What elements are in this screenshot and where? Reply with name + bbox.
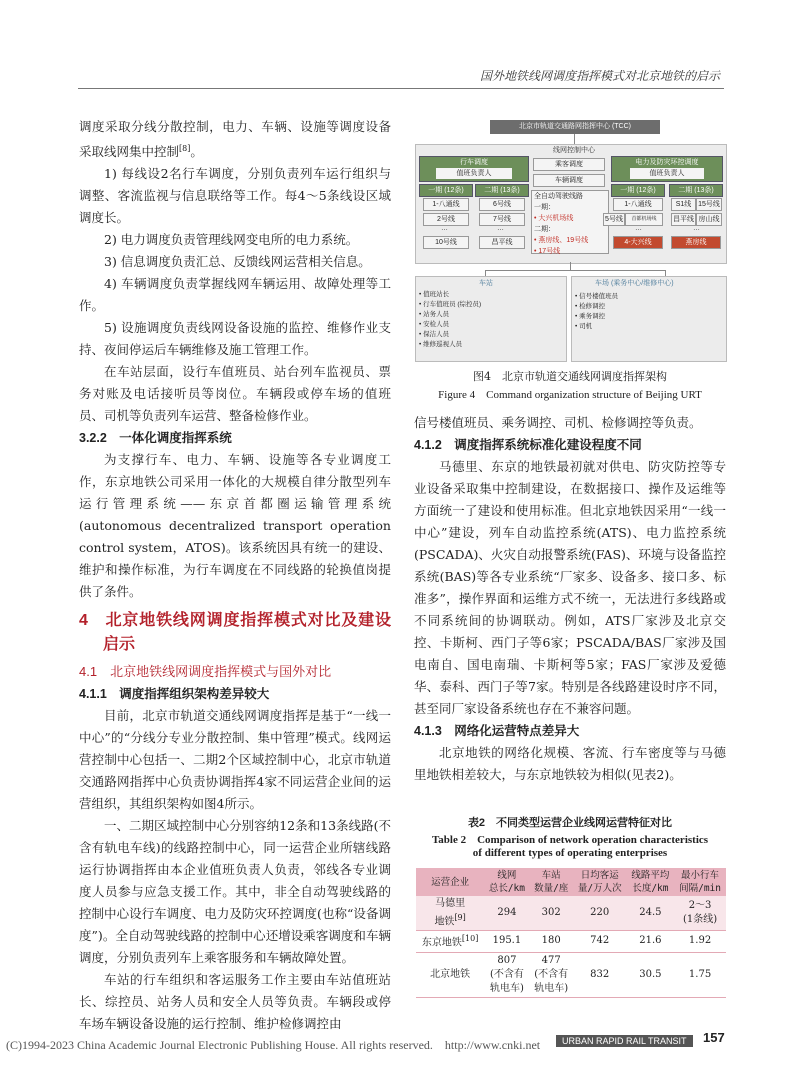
phase1-label: 一期 (12条)	[611, 184, 665, 197]
table-cell: 2～3 (1条线)	[682, 900, 718, 926]
tcc-box: 北京市轨道交通路网指挥中心 (TCC)	[490, 120, 660, 134]
vehicle-dispatch: 车辆调度	[533, 174, 605, 187]
line-box: 1-八通线	[423, 198, 469, 211]
section-heading: 4.1.3 网络化运营特点差异大	[414, 724, 580, 738]
line-box: 昌平线	[479, 236, 525, 249]
list-item: • 值班站长	[419, 291, 450, 298]
line-box: 6号线	[479, 198, 525, 211]
list-item: 4) 车辆调度负责掌握线网车辆运用、故障处理等工作。	[79, 276, 391, 314]
list-item: • 行车值班员 (综控员)	[419, 301, 482, 308]
column-header: 最小行车 间隔/min	[674, 868, 726, 896]
table-cell: 220	[590, 907, 610, 919]
table-cell: 马德里 地铁[9]	[434, 898, 466, 928]
center-label: 线网控制中心	[553, 147, 595, 154]
column-header: 车站 数量/座	[530, 868, 573, 896]
power-dispatch: 电力及防灾环控调度 值班负责人	[611, 156, 723, 182]
passenger-dispatch: 乘客调度	[533, 158, 605, 171]
table-row	[416, 952, 726, 997]
line-box: 7号线	[479, 213, 525, 226]
table-cell: 302	[541, 907, 561, 919]
phase2-label: 二期 (13条)	[669, 184, 723, 197]
table-cell: 807 (不含有 轨电车)	[489, 954, 524, 994]
table-cell: 北京地铁	[430, 968, 471, 980]
line-box: 5号线	[603, 213, 625, 226]
running-title: 国外地铁线网调度指挥模式对北京地铁的启示	[479, 69, 720, 83]
paragraph: 调度采取分线分散控制，电力、车辆、设施等调度设备采取线网集中控制[8]。	[79, 119, 391, 160]
line-box: 2号线	[423, 213, 469, 226]
paragraph: 马德里、东京的地铁最初就对供电、防灾防控等专业设备采取集中控制建设，在数据接口、操作及运维等方面统一了建设和使用标准。但北京地铁因采用“一线一中心”建设，列车自动监控系统(ATS)、电力监控系统(PSCADA)、火灾自动报警系统(FAS)、环境与设备监控系统(BAS)等各专业系统“厂家多、设备多、接口多、标准多”，操作界面和运维方式不统一，无法进行多线路或不同系统间的协调联动。例如，ATS厂家涉及北京交控、卡斯柯、西门子等6家；PSCADA/BAS厂家涉及国电南自、国电南瑞、卡斯柯等5家；FAS厂家涉及爱德华、泰科、西门子等7家。特别是各线路建设时序不同，甚至同厂家设备系统也存在不兼容问题。	[414, 459, 726, 716]
depot-title: 车场 (乘务中心/维修中心)	[595, 280, 674, 287]
table-row	[416, 896, 726, 931]
table-cell: 832	[590, 968, 610, 980]
table-caption-en-2: of different types of operating enterprises	[472, 847, 668, 859]
table-cell: 477 (不含有 轨电车)	[534, 954, 569, 994]
table-cell: 294	[497, 907, 517, 919]
column-header: 运营企业	[416, 868, 484, 896]
table-cell: 180	[541, 935, 561, 947]
list-item: • 检修调控	[575, 303, 606, 310]
section-heading: 4 北京地铁线网调度指挥模式对比及建设启示	[79, 612, 391, 654]
section-heading: 3.2.2 一体化调度指挥系统	[79, 431, 232, 446]
table-cell: 东京地铁[10]	[421, 934, 479, 949]
depot-list	[575, 292, 618, 332]
right-column	[414, 412, 726, 786]
list-item: 2) 电力调度负责管理线网变电所的电力系统。	[104, 232, 359, 248]
left-column	[79, 116, 391, 1035]
table-cell: 30.5	[639, 968, 662, 980]
table-cell: 21.6	[639, 935, 662, 947]
paragraph: 为支撑行车、电力、车辆、设施等各专业调度工作，东京地铁公司采用一体化的大规模自律分散型列车运行管理系统——东京首都圈运输管理系统(autonomous decentralized transport operation control system，ATOS)。该系统因具有统一的建设、维护和操作标准，为行车调度在不同线路的轮换值岗提供了条件。	[79, 452, 391, 600]
figure-4: 北京市轨道交通路网指挥中心 (TCC) 线网控制中心 行车调度 值班负责人 一期 (12条) 二期 (13条) 1-八通线 2号线 … 10号线 6号线 7号线 … 昌平线 乘客调度 车辆调度 全自动驾驶线路 一期： • 大兴机场线 二期： • 燕房线、19号线 • 17号线 电力及防灾环控调度 值班负责人 一期 (12条) 二期 (13条) 1-八通线 S1线 15号线 5号线 首都机场线 昌平线 房山线 … … 4-大兴线 燕房线 车站 • 值班站长 • 行车值班员 (综控员) • 站务人员 • 安检人员 • 保洁人员 • 维修巡视人员 车场 (乘务中心/维修中心) • 信号楼值班员 • 检修调控 • 乘务调控 • 司机	[415, 112, 725, 362]
column-header: 线路平均 长度/km	[627, 868, 674, 896]
paragraph: 目前，北京市轨道交通线网调度指挥是基于“一线一中心”的“分线分专业分散控制、集中管理”模式。线网运营控制中心包括一、二期2个区域控制中心，北京市轨道交通路网指挥中心负责协调指挥4家不同运营企业间的运营组织，其组织架构如图4所示。	[79, 708, 391, 812]
list-item: • 司机	[575, 323, 593, 330]
list-item: • 乘务调控	[575, 313, 606, 320]
list-item: 1) 每线设2名行车调度，分别负责列车运行组织与调整、客流监视与信息联络等工作。每4～5条线设区域调度长。	[79, 166, 391, 226]
station-list	[419, 290, 481, 350]
station-title: 车站	[479, 280, 493, 287]
list-item: • 站务人员	[419, 311, 450, 318]
table-row	[416, 931, 726, 952]
paragraph: 车站的行车组织和客运服务工作主要由车站值班站长、综控员、站务人员和安全人员等负责。车辆段或停车场车辆设备设施的运行控制、维护检修调控由	[79, 972, 391, 1032]
line-box: 4-大兴线	[613, 236, 663, 249]
page-number: 157	[703, 1030, 725, 1045]
line-box: 燕房线	[671, 236, 721, 249]
list-item: 3) 信息调度负责汇总、反馈线网运营相关信息。	[104, 254, 371, 270]
table-cell: 1.75	[688, 968, 712, 980]
line-box: 15号线	[696, 198, 722, 211]
list-item: • 信号楼值班员	[575, 293, 619, 300]
list-item: 5) 设施调度负责线网设备设施的监控、维修作业支持、夜间停运后车辆维修及施工管理工作。	[79, 320, 391, 358]
line-box: 10号线	[423, 236, 469, 249]
paragraph: 北京地铁的网络化规模、客流、行车密度等与马德里地铁相差较大，与东京地铁较为相似(见表2)。	[414, 745, 726, 782]
line-box: 房山线	[696, 213, 722, 226]
figure-caption-cn: 图4 北京市轨道交通线网调度指挥架构	[473, 370, 667, 383]
comparison-table	[416, 868, 726, 998]
header-rule	[78, 88, 724, 89]
table-caption-cn: 表2 不同类型运营企业线网运营特征对比	[467, 817, 673, 829]
paragraph: 一、二期区域控制中心分别容纳12条和13条线路(不含有轨电车线)的线路控制中心，同一运营企业所辖线路运行协调指挥由本企业值班负责人负责，邻线各专业调度人员参与应急支援工作。其中，非全自动驾驶线路的控制中心设行车调度、电力及防灾环控调度(也称“设备调度”)。全自动驾驶线路的控制中心还增设乘客调度和车辆调度，分别负责列车上乘客服务和车辆故障处置。	[79, 818, 391, 966]
list-item: • 安检人员	[419, 321, 450, 328]
figure-caption-en: Figure 4 Command organization structure of Beijing URT	[438, 389, 702, 401]
line-box: 首都机场线	[625, 213, 663, 226]
section-heading: 4.1 北京地铁线网调度指挥模式与国外对比	[79, 664, 332, 680]
table-cell: 24.5	[639, 907, 662, 919]
line-box: 1-八通线	[613, 198, 663, 211]
table-cell: 742	[590, 935, 610, 947]
column-header: 线网 总长/km	[484, 868, 529, 896]
list-item: • 保洁人员	[419, 331, 450, 338]
line-box: S1线	[671, 198, 696, 211]
phase1-label: 一期 (12条)	[419, 184, 473, 197]
paragraph: 在车站层面，设行车值班员、站台列车监视员、票务对账及电话接听员等岗位。车辆段或停车场的值班员、司机等负责列车运营、整备检修作业。	[79, 364, 391, 424]
auto-lines-box: 全自动驾驶线路 一期： • 大兴机场线 二期： • 燕房线、19号线 • 17号线	[531, 190, 609, 254]
section-heading: 4.1.2 调度指挥系统标准化建设程度不同	[414, 438, 642, 452]
line-box: 昌平线	[671, 213, 696, 226]
copyright-footer: (C)1994-2023 China Academic Journal Electronic Publishing House. All rights reserved. http://www.cnki.net	[6, 1038, 541, 1052]
section-heading: 4.1.1 调度指挥组织架构差异较大	[79, 687, 270, 702]
list-item: • 维修巡视人员	[419, 341, 463, 348]
paragraph: 信号楼值班员、乘务调控、司机、检修调控等负责。	[414, 415, 702, 430]
table-cell: 1.92	[688, 935, 712, 947]
phase2-label: 二期 (13条)	[475, 184, 529, 197]
column-header: 日均客运 量/万人次	[573, 868, 627, 896]
table-cell: 195.1	[492, 935, 522, 947]
traffic-dispatch: 行车调度 值班负责人	[419, 156, 529, 182]
table-caption-en: Table 2 Comparison of network operation characteristics	[431, 834, 709, 846]
journal-name: URBAN RAPID RAIL TRANSIT	[556, 1035, 693, 1047]
